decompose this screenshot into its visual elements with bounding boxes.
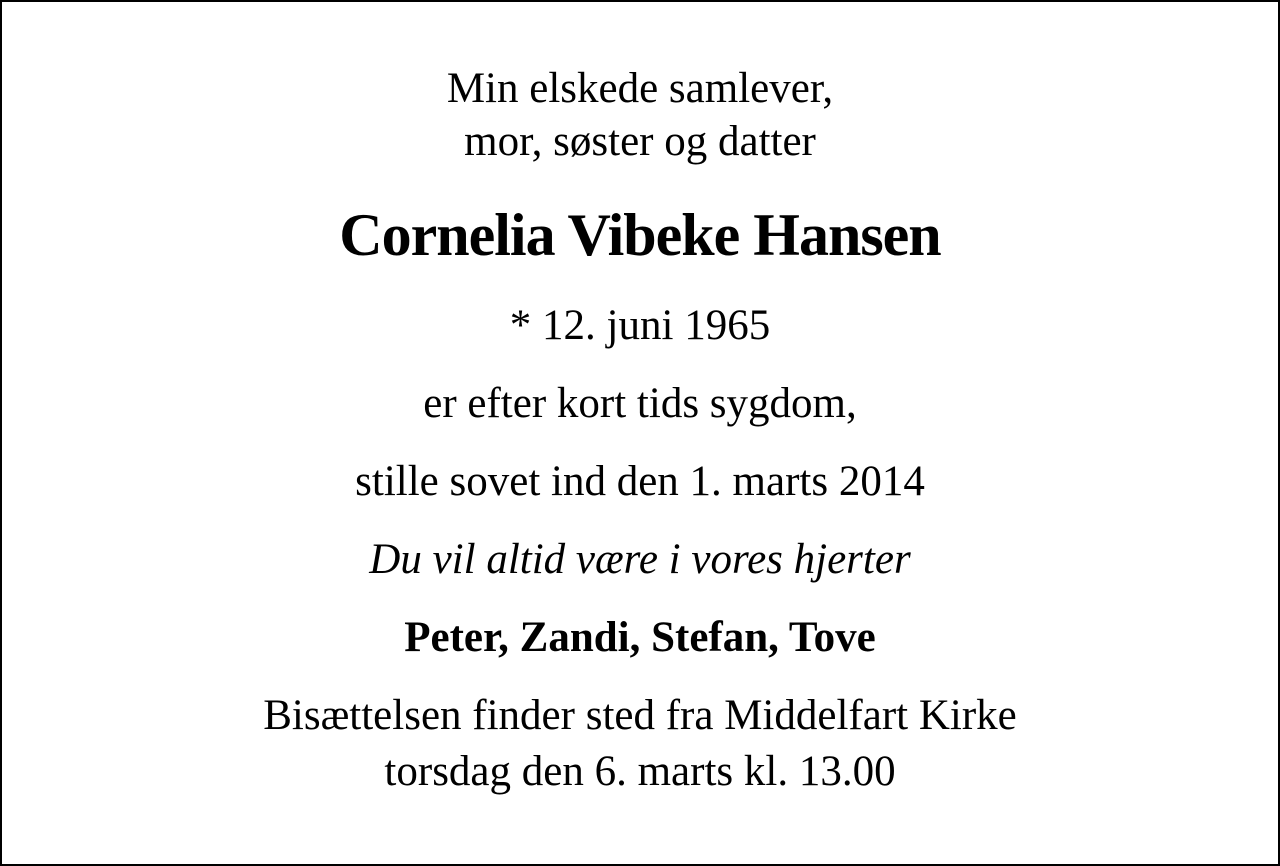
family-names: Peter, Zandi, Stefan, Tove: [404, 614, 876, 661]
ceremony-block: [2, 688, 1278, 800]
intro-line-1: Min elskede samlever,: [446, 65, 834, 112]
death-notice: [2, 2, 1278, 800]
memorial-quote: Du vil altid være i vores hjerter: [369, 536, 911, 583]
birth-date: * 12. juni 1965: [509, 302, 771, 349]
intro-line-2: mor, søster og datter: [464, 118, 816, 165]
death-line-1: er efter kort tids sygdom,: [423, 380, 857, 427]
deceased-name: Cornelia Vibeke Hansen: [339, 202, 941, 268]
intro-block: [2, 62, 1278, 168]
ceremony-line-2: torsdag den 6. marts kl. 13.00: [384, 748, 896, 795]
death-line-2: stille sovet ind den 1. marts 2014: [355, 458, 925, 505]
ceremony-line-1: Bisættelsen finder sted fra Middelfart Kirke: [263, 692, 1017, 739]
